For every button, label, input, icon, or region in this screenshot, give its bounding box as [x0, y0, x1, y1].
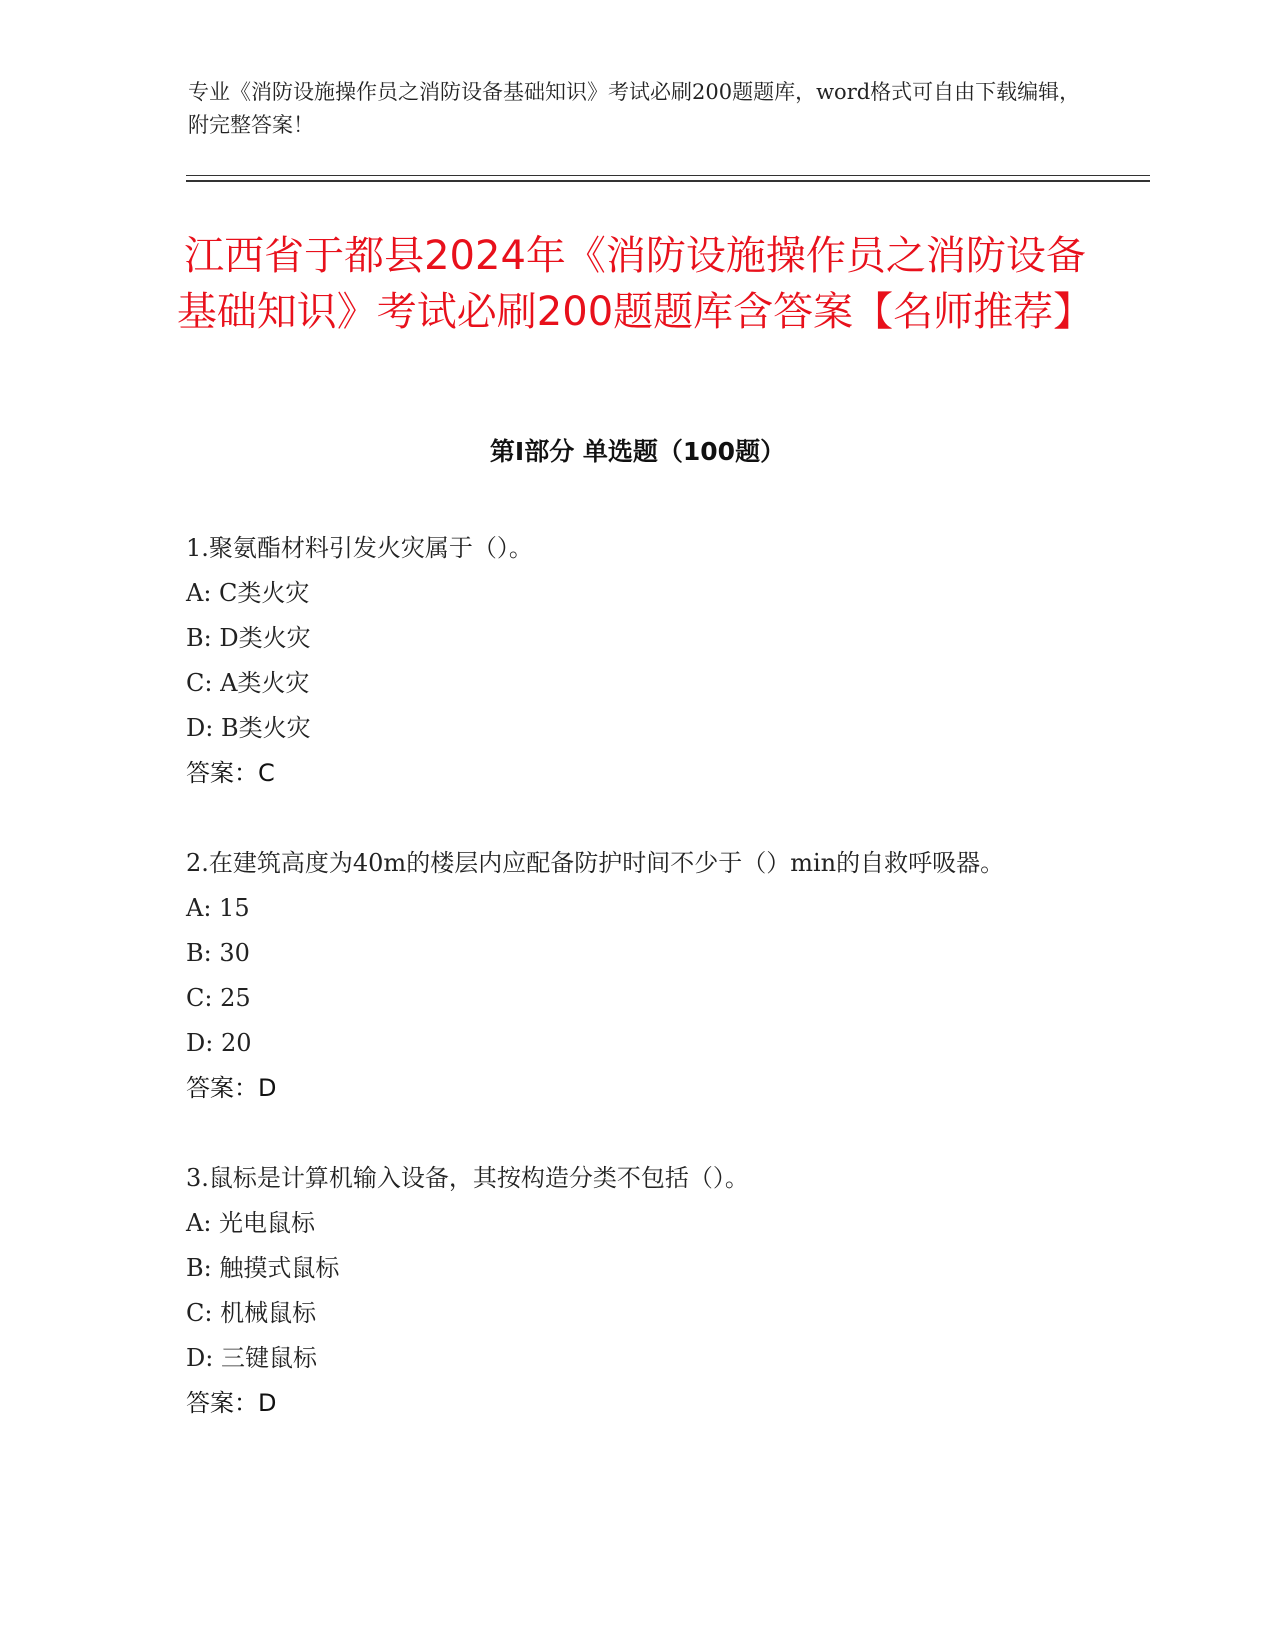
- option-c: C: 25: [186, 984, 251, 1012]
- option-b: B: 30: [186, 939, 250, 967]
- answer-line: 答案：D: [186, 1389, 277, 1417]
- answer-line: 答案：C: [186, 759, 275, 787]
- option-b: B: 触摸式鼠标: [186, 1254, 340, 1282]
- question-item: [186, 1156, 1086, 1426]
- question-stem: 1.聚氨酯材料引发火灾属于（）。: [186, 534, 533, 562]
- option-d: D: 20: [186, 1029, 252, 1057]
- option-b: B: D类火灾: [186, 624, 311, 652]
- answer-line: 答案：D: [186, 1074, 277, 1102]
- header-divider-thick: [186, 180, 1150, 182]
- option-d: D: 三键鼠标: [186, 1344, 317, 1372]
- option-a: A: 15: [186, 894, 250, 922]
- question-item: [186, 526, 1086, 796]
- header-divider-thin: [186, 175, 1150, 176]
- option-c: C: A类火灾: [186, 669, 310, 697]
- section-title: 第Ⅰ部分 单选题（100题）: [489, 437, 786, 466]
- question-stem: 3.鼠标是计算机输入设备，其按构造分类不包括（）。: [186, 1164, 749, 1192]
- option-a: A: C类火灾: [186, 579, 310, 607]
- document-title: 江西省于都县2024年《消防设施操作员之消防设备基础知识》考试必刷200题题库含答案【名师推荐】: [176, 233, 1094, 335]
- option-c: C: 机械鼠标: [186, 1299, 317, 1327]
- question-item: [186, 841, 1086, 1111]
- question-stem: 2.在建筑高度为40m的楼层内应配备防护时间不少于（）min的自救呼吸器。: [186, 849, 1005, 877]
- option-d: D: B类火灾: [186, 714, 311, 742]
- option-a: A: 光电鼠标: [186, 1209, 316, 1237]
- question-list: [186, 526, 1086, 1471]
- intro-text: 专业《消防设施操作员之消防设备基础知识》考试必刷200题题库，word格式可自由下载编辑，附完整答案！: [188, 80, 1081, 137]
